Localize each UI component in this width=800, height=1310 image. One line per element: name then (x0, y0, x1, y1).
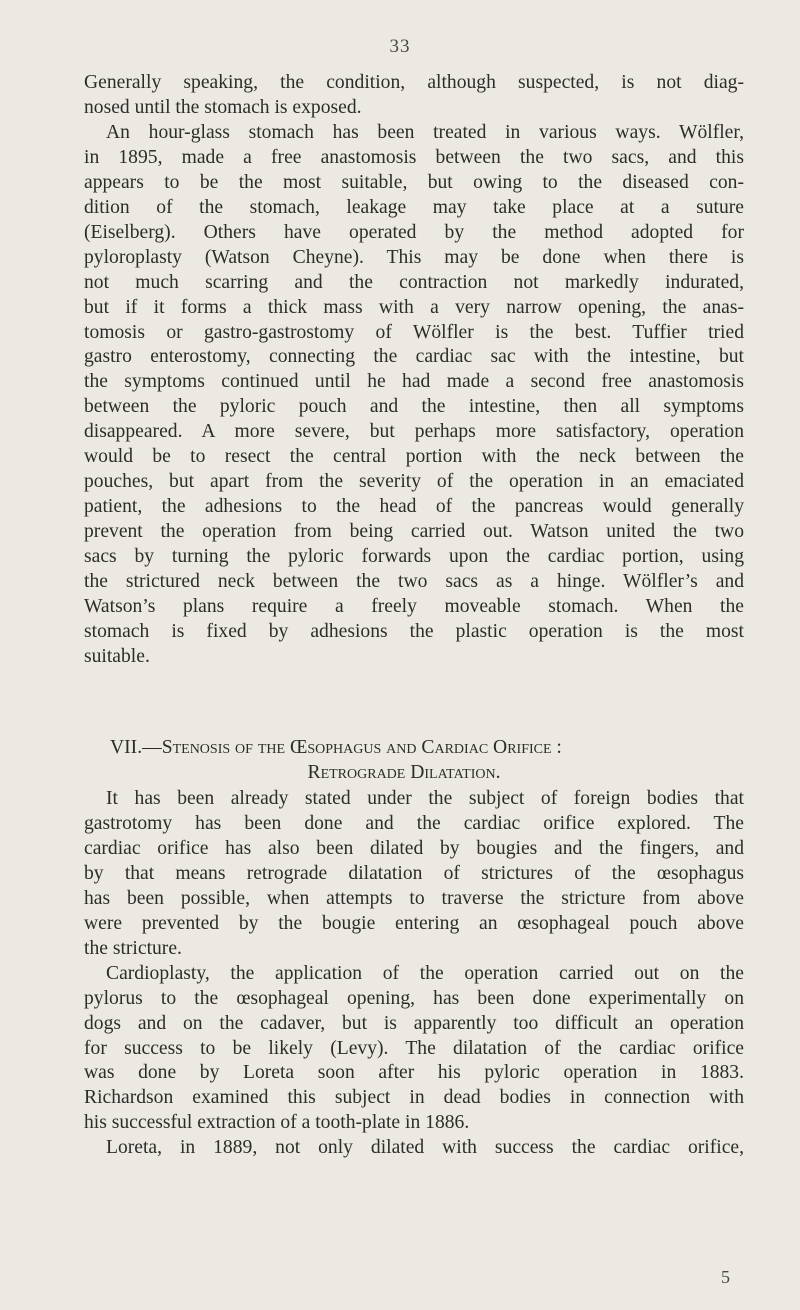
text-body-lower (84, 787, 744, 1161)
text-line: dogs and on the cadaver, but is apparently too difficult an operation (84, 1012, 744, 1034)
text-line: An hour-glass stomach has been treated in various ways. Wölfler, (106, 121, 744, 143)
text-line: prevent the operation from being carried out. Watson united the two (84, 521, 744, 543)
text-line: between the pyloric pouch and the intestine, then all symptoms (84, 396, 744, 418)
text-line: nosed until the stomach is exposed. (84, 96, 362, 118)
text-line: were prevented by the bougie entering an œsophageal pouch above (84, 912, 744, 934)
text-line: cardiac orifice has also been dilated by bougies and the fingers, and (84, 837, 744, 859)
text-line: in 1895, made a free anastomosis between the two sacs, and this (84, 146, 744, 168)
text-line: was done by Loreta soon after his pyloric operation in 1883. (84, 1062, 744, 1084)
text-line: would be to resect the central portion with the neck between the (84, 446, 744, 468)
text-line: disappeared. A more severe, but perhaps more satisfactory, operation (84, 421, 744, 443)
text-line: the symptoms continued until he had made a second free anastomosis (84, 371, 744, 393)
text-line: appears to be the most suitable, but owing to the diseased con- (84, 171, 744, 193)
text-line: stomach is fixed by adhesions the plastic operation is the most (84, 620, 744, 642)
text-line: Loreta, in 1889, not only dilated with success the cardiac orifice, (106, 1137, 744, 1159)
text-line: not much scarring and the contraction not markedly indurated, (84, 271, 744, 293)
text-line: by that means retrograde dilatation of strictures of the œsophagus (84, 862, 744, 884)
text-line: but if it forms a thick mass with a very narrow opening, the anas- (84, 296, 744, 318)
text-line: Generally speaking, the condition, although suspected, is not diag- (84, 72, 744, 93)
signature-mark: 5 (721, 1267, 730, 1287)
text-line: It has been already stated under the subject of foreign bodies that (106, 788, 744, 809)
text-line: (Eiselberg). Others have operated by the method adopted for (84, 221, 744, 243)
text-line: Watson’s plans require a freely moveable stomach. When the (84, 596, 744, 618)
text-line: dition of the stomach, leakage may take place at a suture (84, 196, 744, 218)
text-line: pylorus to the œsophageal opening, has been done experimentally on (84, 987, 744, 1009)
text-line: patient, the adhesions to the head of the pancreas would generally (84, 496, 744, 518)
text-line: tomosis or gastro-gastrostomy of Wölfler is the best. Tuffier tried (84, 321, 744, 343)
text-line: has been possible, when attempts to traverse the stricture from above (84, 887, 744, 909)
text-body-upper (84, 71, 744, 670)
text-line: Richardson examined this subject in dead bodies in connection with (84, 1087, 744, 1109)
text-line: pouches, but apart from the severity of the operation in an emaciated (84, 471, 744, 493)
text-line: gastro enterostomy, connecting the cardiac sac with the intestine, but (84, 346, 744, 368)
section-subheading: Retrograde Dilatation. (307, 762, 501, 783)
text-line: for success to be likely (Levy). The dilatation of the cardiac orifice (84, 1037, 744, 1059)
text-line: the stricture. (84, 937, 182, 959)
text-line: suitable. (84, 645, 150, 667)
section-heading: VII.—Stenosis of the Œsophagus and Cardiac Orifice : (110, 737, 562, 758)
text-line: his successful extraction of a tooth-plate in 1886. (84, 1112, 470, 1134)
page-number: 33 (389, 36, 411, 57)
text-line: gastrotomy has been done and the cardiac orifice explored. The (84, 812, 744, 834)
text-line: the strictured neck between the two sacs as a hinge. Wölfler’s and (84, 571, 744, 593)
text-line: Cardioplasty, the application of the operation carried out on the (106, 962, 744, 984)
text-line: sacs by turning the pyloric forwards upon the cardiac portion, using (84, 546, 744, 568)
text-line: pyloroplasty (Watson Cheyne). This may be done when there is (84, 246, 744, 268)
